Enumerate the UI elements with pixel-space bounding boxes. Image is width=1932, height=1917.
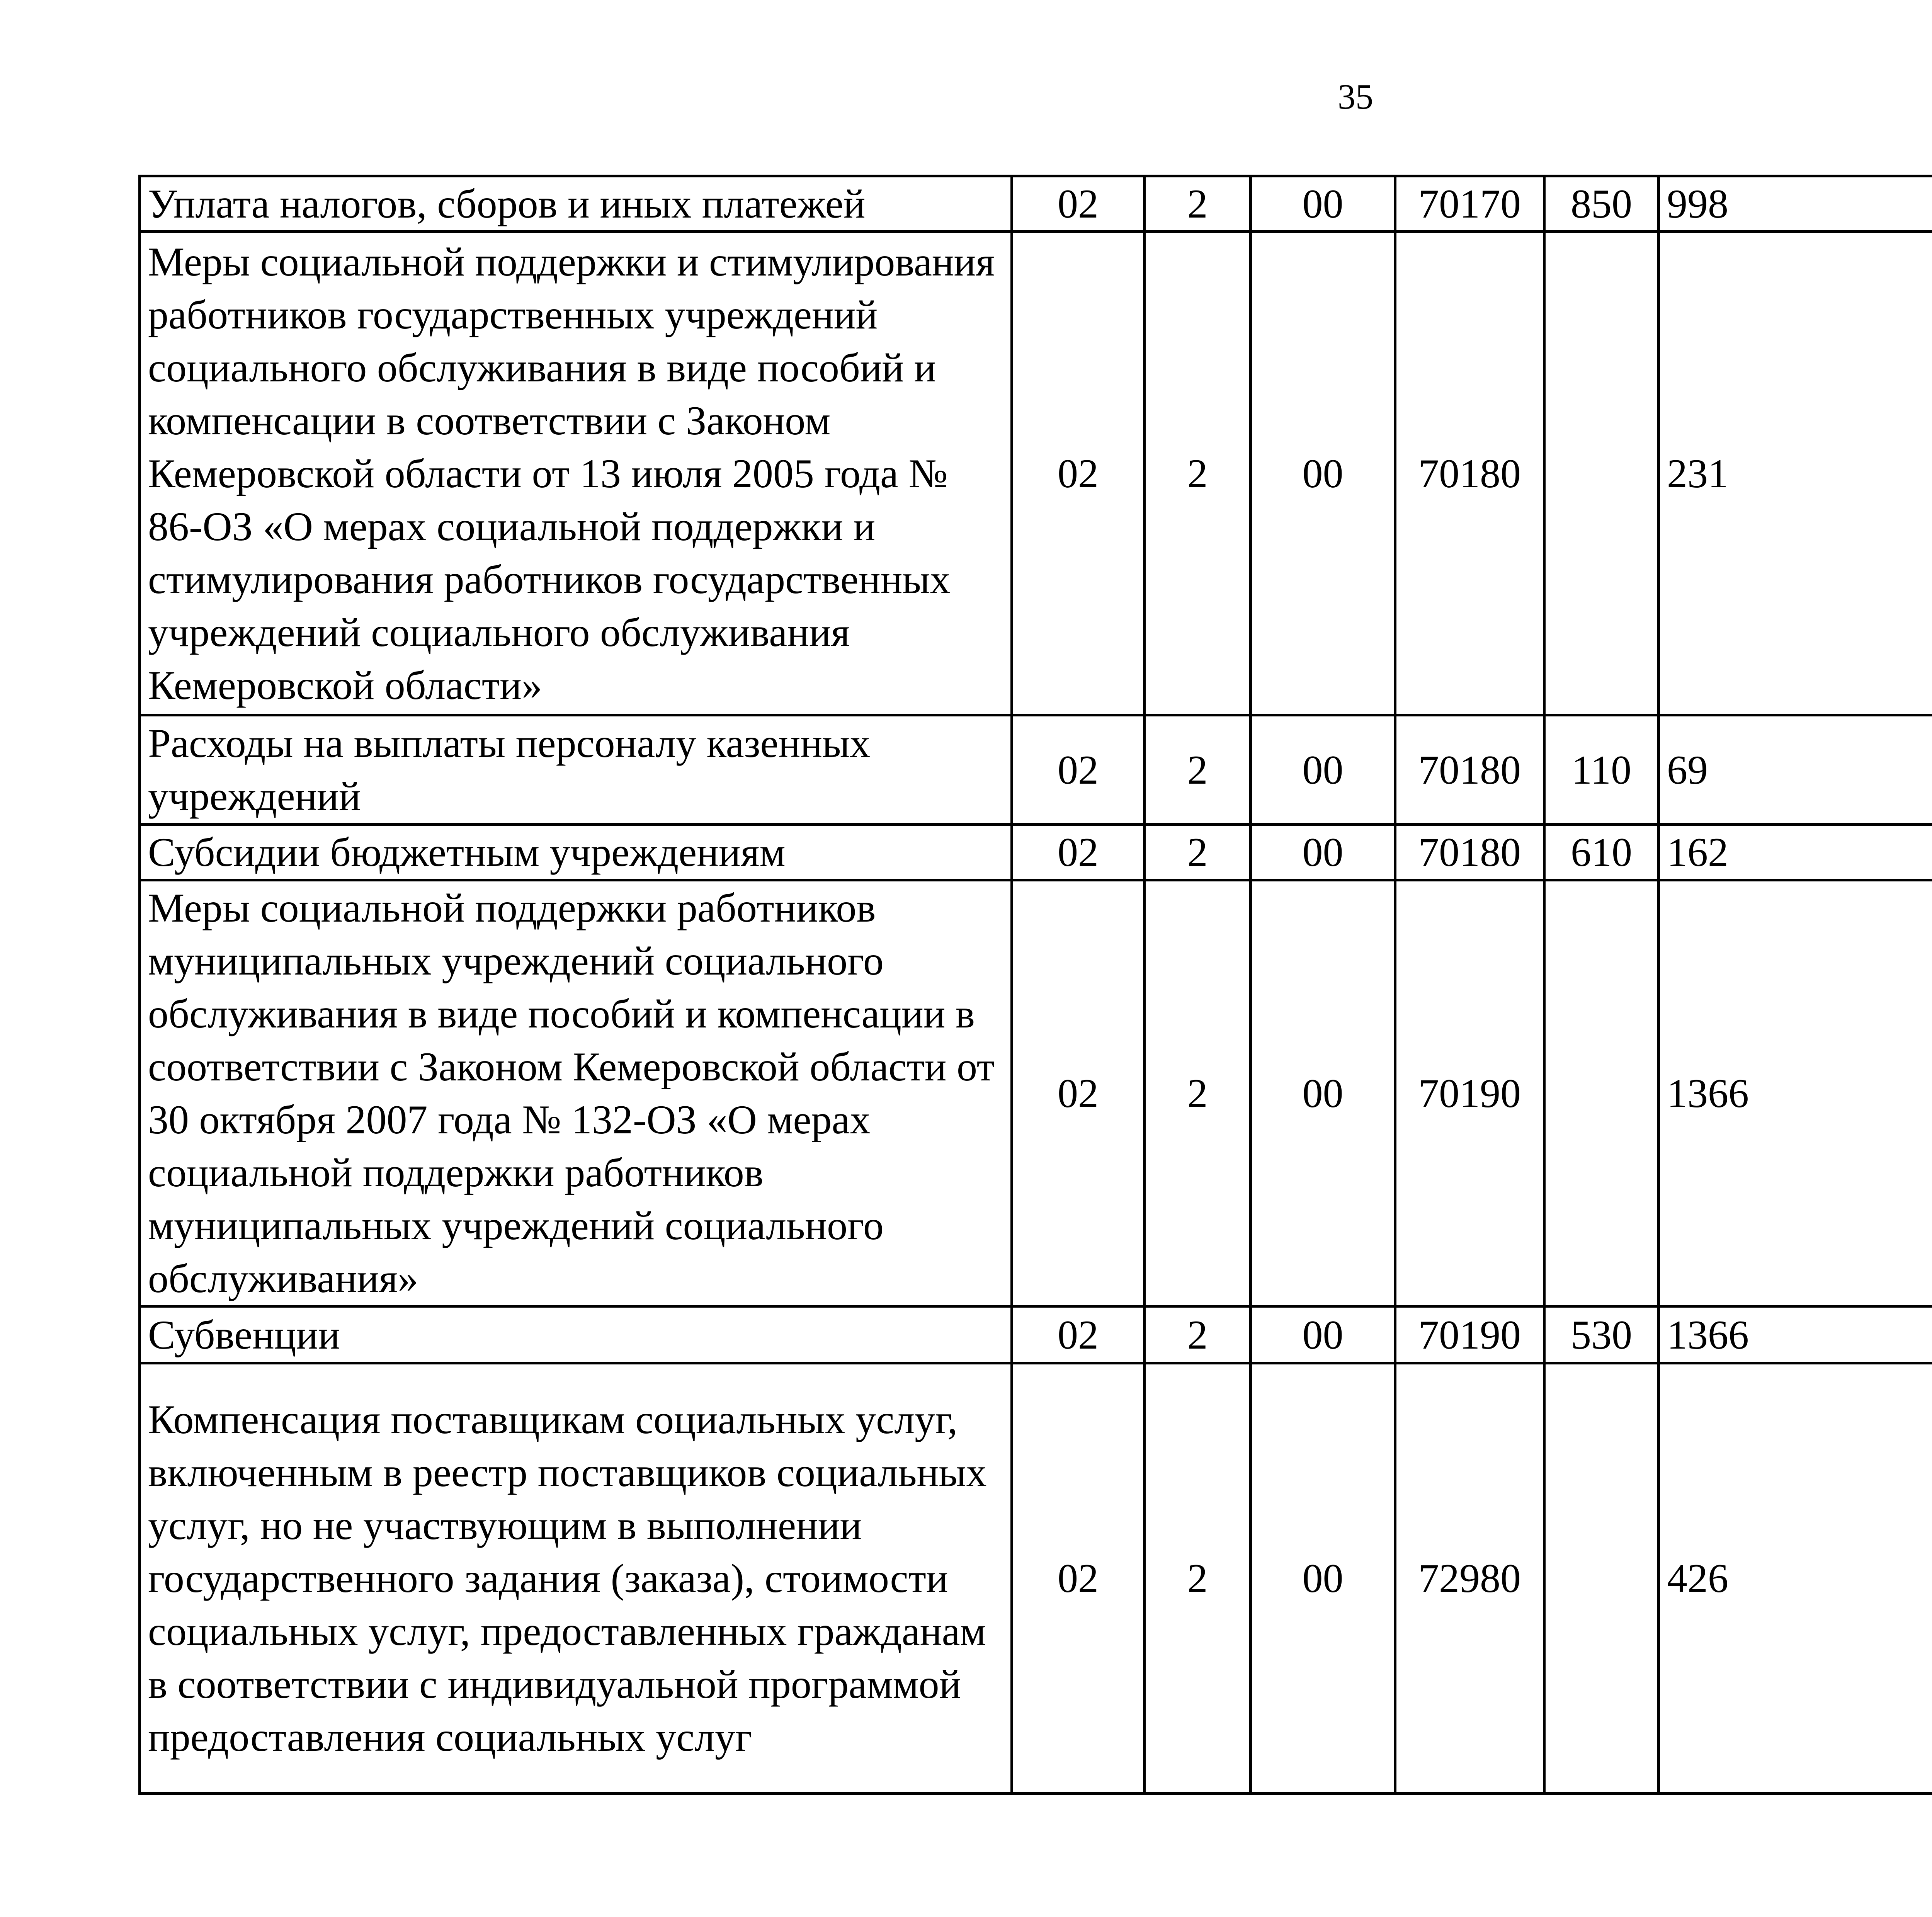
program-code: 2 [1145, 880, 1251, 1306]
direction-code: 70190 [1395, 880, 1544, 1306]
table-row [140, 1306, 1932, 1363]
section-code: 02 [1012, 1306, 1145, 1363]
subprogram-code: 00 [1251, 715, 1395, 825]
program-code: 2 [1145, 1363, 1251, 1794]
row-description: Меры социальной поддержки работников муниципальных учреждений социального обслуживания в виде пособий и компенсации в соответствии с Законом Кемеровской области от 30 октября 2007 года № 132-ОЗ «О мерах социальной поддержки работников муниципальных учреждений социального обслуживания» [140, 880, 1012, 1306]
table-row [140, 176, 1932, 232]
subprogram-code: 00 [1251, 880, 1395, 1306]
expense-type-code: 610 [1544, 825, 1659, 880]
subprogram-code: 00 [1251, 1363, 1395, 1794]
program-code: 2 [1145, 715, 1251, 825]
program-code: 2 [1145, 232, 1251, 715]
table-row [140, 825, 1932, 880]
subprogram-code: 00 [1251, 825, 1395, 880]
subprogram-code: 00 [1251, 1306, 1395, 1363]
amount-year-1: 998 [1659, 176, 1932, 232]
section-code: 02 [1012, 1363, 1145, 1794]
direction-code: 72980 [1395, 1363, 1544, 1794]
section-code: 02 [1012, 715, 1145, 825]
amount-year-1: 231 [1659, 232, 1932, 715]
program-code: 2 [1145, 176, 1251, 232]
amount-year-1: 69 [1659, 715, 1932, 825]
expense-type-code [1544, 880, 1659, 1306]
expense-type-code [1544, 232, 1659, 715]
direction-code: 70180 [1395, 715, 1544, 825]
amount-year-1: 162 [1659, 825, 1932, 880]
program-code: 2 [1145, 825, 1251, 880]
expense-type-code: 850 [1544, 176, 1659, 232]
program-code: 2 [1145, 1306, 1251, 1363]
expense-type-code: 110 [1544, 715, 1659, 825]
section-code: 02 [1012, 825, 1145, 880]
subprogram-code: 00 [1251, 232, 1395, 715]
row-description: Уплата налогов, сборов и иных платежей [140, 176, 1012, 232]
section-code: 02 [1012, 232, 1145, 715]
direction-code: 70180 [1395, 232, 1544, 715]
direction-code: 70190 [1395, 1306, 1544, 1363]
amount-year-1: 1366 [1659, 880, 1932, 1306]
subprogram-code: 00 [1251, 176, 1395, 232]
row-description: Компенсация поставщикам социальных услуг, включенным в реестр поставщиков социальных услуг, но не участвующим в выполнении государственного задания (заказа), стоимости социальных услуг, предоставленных гражданам в соответствии с индивидуальной программой предоставления социальных услуг [140, 1363, 1012, 1794]
table-row [140, 232, 1932, 715]
expense-type-code [1544, 1363, 1659, 1794]
section-code: 02 [1012, 176, 1145, 232]
row-description: Субвенции [140, 1306, 1012, 1363]
amount-year-1: 1366 [1659, 1306, 1932, 1363]
expense-type-code: 530 [1544, 1306, 1659, 1363]
table-row [140, 880, 1932, 1306]
table-row [140, 715, 1932, 825]
section-code: 02 [1012, 880, 1145, 1306]
row-description: Меры социальной поддержки и стимулирования работников государственных учреждений социального обслуживания в виде пособий и компенсации в соответствии с Законом Кемеровской области от 13 июля 2005 года № 86-ОЗ «О мерах социальной поддержки и стимулирования работников государственных учреждений социального обслуживания Кемеровской области» [140, 232, 1012, 715]
table-row [140, 1363, 1932, 1794]
direction-code: 70170 [1395, 176, 1544, 232]
row-description: Субсидии бюджетным учреждениям [140, 825, 1012, 880]
direction-code: 70180 [1395, 825, 1544, 880]
row-description: Расходы на выплаты персоналу казенных учреждений [140, 715, 1012, 825]
budget-table [138, 175, 1932, 1795]
amount-year-1: 426 [1659, 1363, 1932, 1794]
page-number: 35 [1338, 77, 1373, 116]
